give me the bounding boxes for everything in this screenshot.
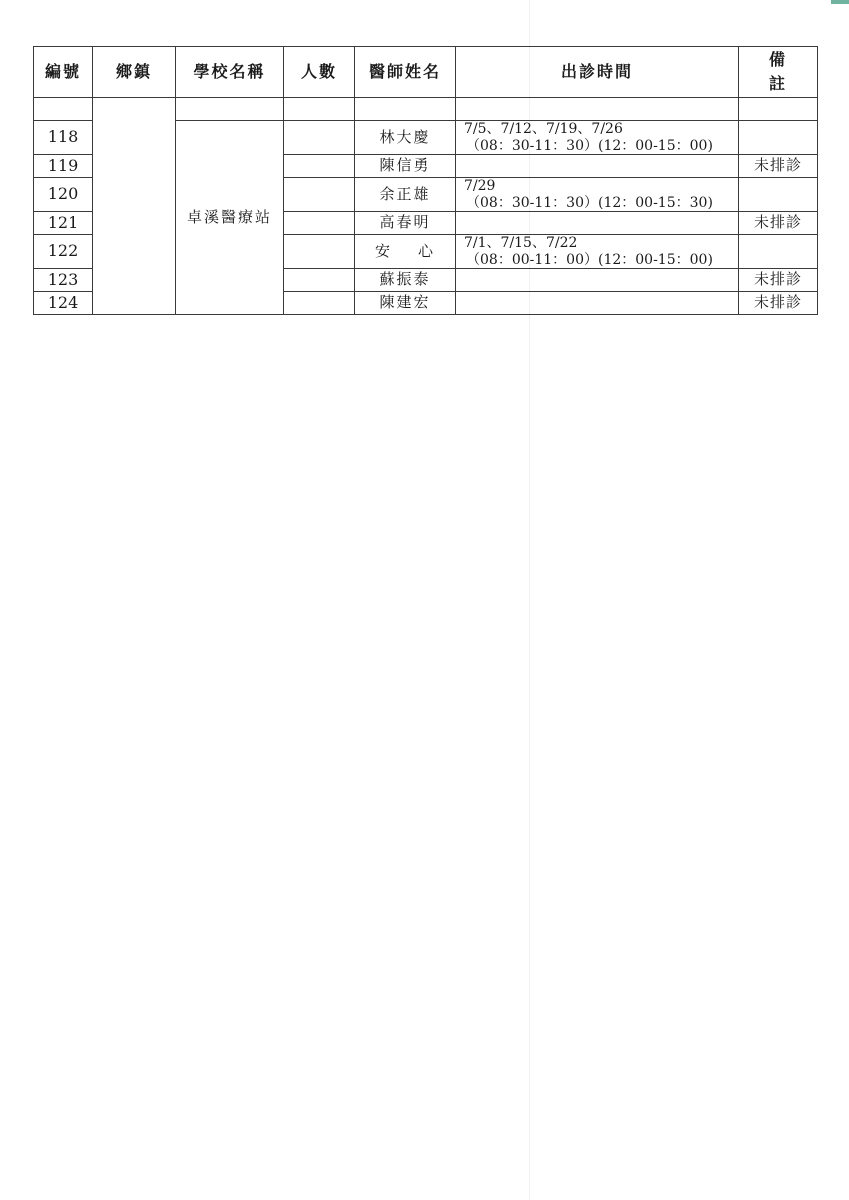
row-time [456,155,739,178]
row-time [456,212,739,235]
row-count [284,235,355,269]
row-doctor: 陳建宏 [355,292,456,315]
row-count [284,178,355,212]
clinic-schedule-table [33,46,818,315]
row-remark [739,121,818,155]
row-number: 122 [34,235,93,269]
row-time-dates: 7/5、7/12、7/19、7/26 [464,121,623,138]
header-number: 編號 [34,47,93,98]
row-count [284,155,355,178]
row-doctor: 高春明 [355,212,456,235]
row-time [456,235,739,269]
row-time [456,292,739,315]
header-remark-line1: 備 [768,50,787,69]
row-number: 124 [34,292,93,315]
spacer-cell [739,98,818,121]
row-number: 120 [34,178,93,212]
spacer-cell [176,98,284,121]
row-remark: 未排診 [739,269,818,292]
row-remark [739,235,818,269]
row-doctor: 蘇振泰 [355,269,456,292]
row-doctor [355,235,456,269]
header-doctor: 醫師姓名 [355,47,456,98]
row-count [284,212,355,235]
school-name: 卓溪醫療站 [176,121,284,315]
header-time: 出診時間 [456,47,739,98]
row-time-hours: （08：30-11：30）(12：00-15：00) [466,137,713,154]
row-remark: 未排診 [739,155,818,178]
row-doctor-part2: 心 [418,241,436,260]
row-time-hours: （08：00-11：00）(12：00-15：00) [466,251,713,268]
row-number: 121 [34,212,93,235]
row-number: 119 [34,155,93,178]
row-number: 123 [34,269,93,292]
row-time-dates: 7/1、7/15、7/22 [464,235,578,252]
spacer-cell [456,98,739,121]
row-remark: 未排診 [739,212,818,235]
township-cell [93,98,176,315]
row-number: 118 [34,121,93,155]
row-time [456,121,739,155]
header-remark-line2: 註 [768,74,787,93]
row-count [284,121,355,155]
header-school: 學校名稱 [176,47,284,98]
row-doctor: 余正雄 [355,178,456,212]
row-time-dates: 7/29 [464,178,496,195]
header-count: 人數 [284,47,355,98]
spacer-cell [284,98,355,121]
spacer-cell [34,98,93,121]
row-remark: 未排診 [739,292,818,315]
row-remark [739,178,818,212]
spacer-cell [355,98,456,121]
row-count [284,292,355,315]
header-remark [739,47,818,98]
row-doctor: 陳信勇 [355,155,456,178]
scan-corner-mark [831,0,849,4]
header-row [34,47,818,98]
row-time [456,178,739,212]
row-doctor: 林大慶 [355,121,456,155]
spacer-row [34,98,818,121]
row-doctor-part1: 安 [374,241,392,260]
row-count [284,269,355,292]
row-time-hours: （08：30-11：30）(12：00-15：30) [466,194,713,211]
row-time [456,269,739,292]
header-township: 鄉鎮 [93,47,176,98]
